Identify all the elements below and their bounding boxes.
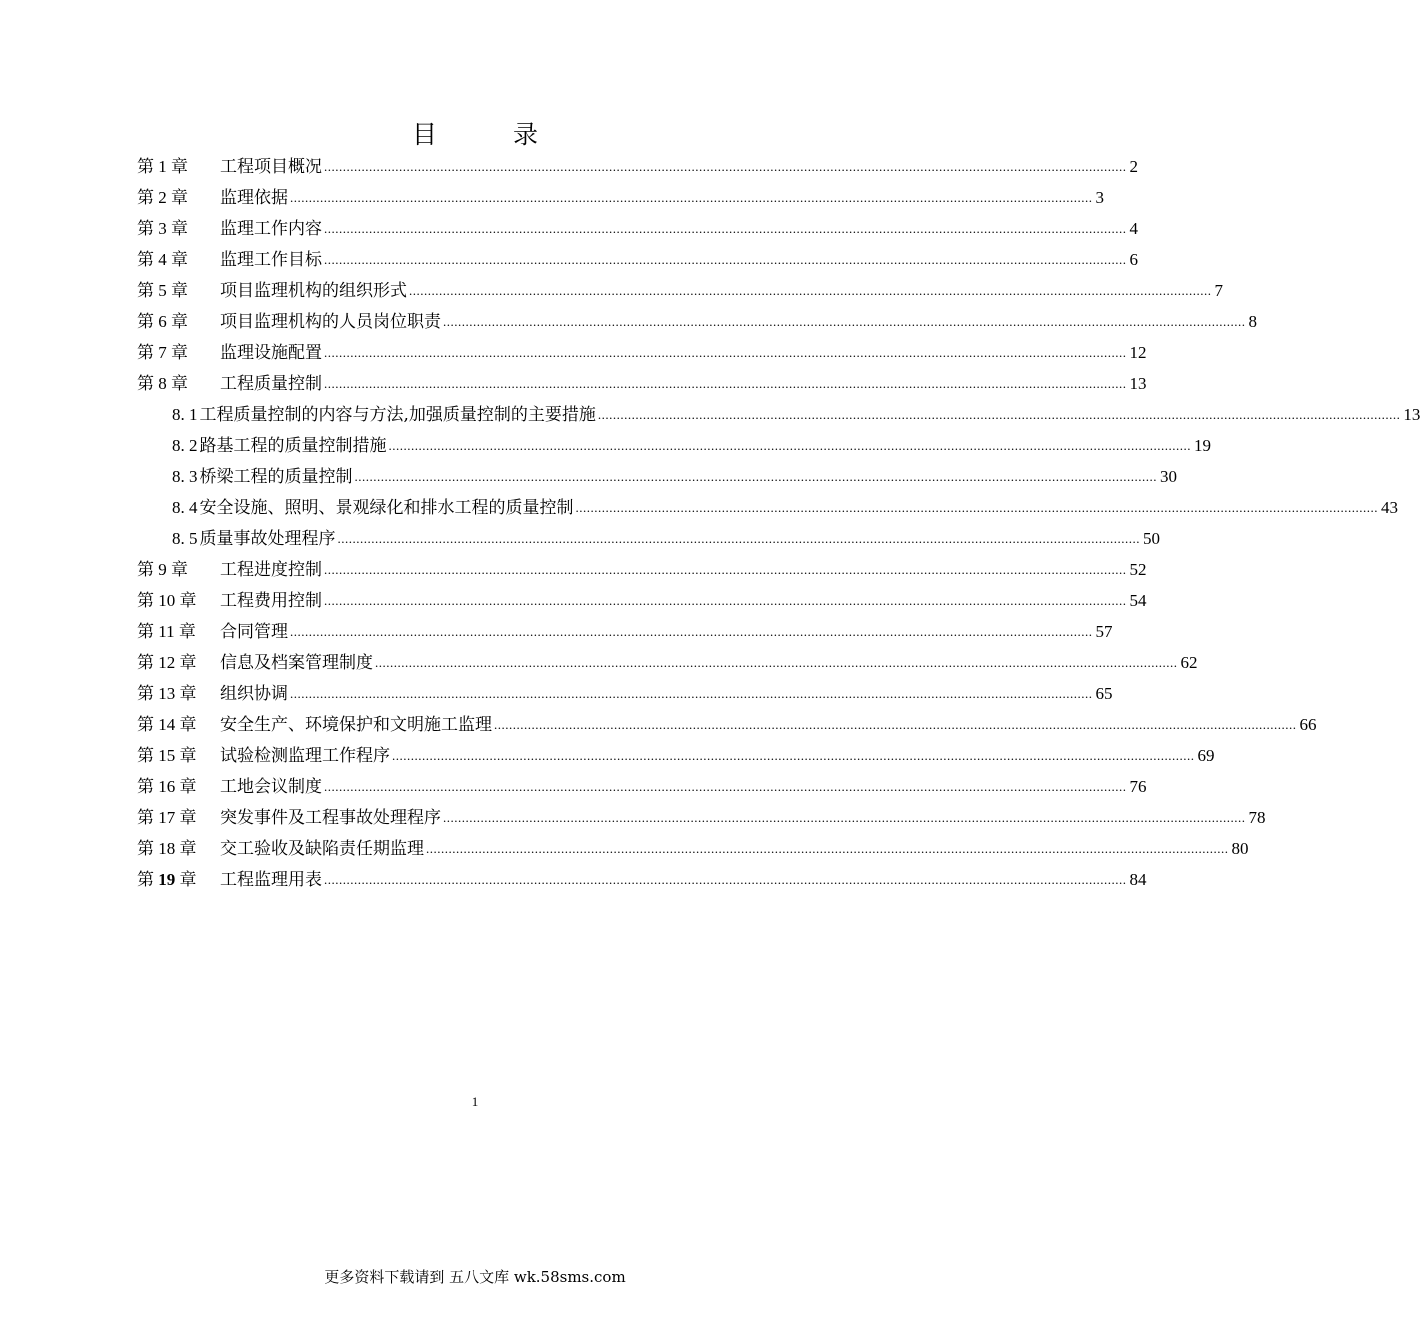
toc-entry-number: 第 16 章	[137, 777, 197, 796]
toc-entry-title: 项目监理机构的人员岗位职责	[220, 312, 441, 332]
toc-entry-number: 第 1 章	[137, 157, 188, 176]
toc-entry-chapter-17[interactable]	[137, 802, 1266, 833]
toc-entry-number-prefix: 第	[137, 870, 159, 889]
toc-entry-number: 8. 4	[172, 498, 198, 517]
toc-entry-number: 第 3 章	[137, 219, 188, 238]
toc-dot-leader	[355, 461, 1158, 492]
toc-dot-leader	[389, 430, 1192, 461]
toc-dot-leader	[443, 802, 1246, 833]
toc-entry-chapter-11[interactable]	[137, 616, 1113, 647]
toc-dot-leader	[338, 523, 1141, 554]
toc-entry-page: 13	[1129, 374, 1147, 393]
toc-dot-leader	[324, 213, 1127, 244]
toc-entry-chapter-3[interactable]	[137, 213, 1138, 244]
toc-entry-section-8-5[interactable]	[137, 523, 1160, 554]
toc-entry-number-bold: 19	[158, 870, 176, 889]
toc-entry-title: 安全生产、环境保护和文明施工监理	[220, 715, 492, 735]
toc-entry-title: 质量事故处理程序	[199, 529, 336, 549]
toc-entry-title: 工程费用控制	[220, 591, 322, 611]
toc-entry-chapter-19[interactable]	[137, 864, 1147, 895]
toc-entry-number: 第 8 章	[137, 374, 188, 393]
toc-dot-leader	[324, 771, 1127, 802]
toc-dot-leader	[324, 337, 1127, 368]
toc-entry-number: 第 4 章	[137, 250, 188, 269]
toc-entry-page: 76	[1129, 777, 1147, 796]
toc-dot-leader	[324, 368, 1127, 399]
toc-entry-number: 第 13 章	[137, 684, 197, 703]
toc-entry-page: 50	[1143, 529, 1160, 548]
toc-entry-chapter-16[interactable]	[137, 771, 1147, 802]
page-title: 目 录	[412, 120, 572, 149]
toc-dot-leader	[375, 647, 1178, 678]
toc-entry-chapter-14[interactable]	[137, 709, 1317, 740]
toc-entry-section-8-2[interactable]	[137, 430, 1211, 461]
toc-entry-page: 43	[1381, 498, 1398, 517]
toc-entry-page: 7	[1214, 281, 1223, 300]
toc-dot-leader	[426, 833, 1229, 864]
toc-entry-chapter-5[interactable]	[137, 275, 1223, 306]
toc-entry-title: 监理工作内容	[220, 219, 322, 239]
toc-entry-chapter-6[interactable]	[137, 306, 1257, 337]
toc-entry-title: 试验检测监理工作程序	[220, 746, 390, 766]
toc-entry-page: 52	[1129, 560, 1147, 579]
toc-entry-title: 工程质量控制的内容与方法,加强质量控制的主要措施	[199, 405, 596, 425]
toc-dot-leader	[392, 740, 1195, 771]
toc-entry-title: 组织协调	[220, 684, 288, 704]
toc-entry-page: 19	[1194, 436, 1211, 455]
toc-entry-title: 工程监理用表	[220, 870, 322, 890]
toc-entry-page: 54	[1129, 591, 1147, 610]
toc-entry-page: 57	[1095, 622, 1113, 641]
toc-dot-leader	[324, 554, 1127, 585]
toc-entry-number: 8. 5	[172, 529, 198, 548]
toc-entry-chapter-18[interactable]	[137, 833, 1249, 864]
footer-note: 更多资料下载请到 五八文库 wk.58sms.com	[324, 1268, 626, 1286]
toc-entry-title: 监理依据	[220, 188, 288, 208]
toc-dot-leader	[598, 399, 1401, 430]
toc-dot-leader	[324, 585, 1127, 616]
toc-entry-number: 第 18 章	[137, 839, 197, 858]
toc-entry-page: 62	[1180, 653, 1198, 672]
toc-entry-title: 工地会议制度	[220, 777, 322, 797]
toc-entry-page: 2	[1129, 157, 1138, 176]
toc-entry-number: 8. 1	[172, 405, 198, 424]
toc-entry-title: 信息及档案管理制度	[220, 653, 373, 673]
toc-entry-title: 路基工程的质量控制措施	[199, 436, 387, 456]
toc-entry-chapter-9[interactable]	[137, 554, 1147, 585]
toc-entry-chapter-10[interactable]	[137, 585, 1147, 616]
toc-entry-page: 66	[1299, 715, 1317, 734]
toc-dot-leader	[494, 709, 1297, 740]
toc-entry-page: 8	[1248, 312, 1257, 331]
toc-entry-section-8-1[interactable]	[137, 399, 1420, 430]
toc-entry-chapter-13[interactable]	[137, 678, 1113, 709]
toc-dot-leader	[443, 306, 1246, 337]
toc-entry-number: 第 15 章	[137, 746, 197, 765]
toc-dot-leader	[324, 151, 1127, 182]
toc-entry-title: 安全设施、照明、景观绿化和排水工程的质量控制	[199, 498, 574, 518]
toc-entry-number: 第 9 章	[137, 560, 188, 579]
page-number: 1	[471, 1094, 479, 1109]
toc-entry-number	[137, 864, 220, 895]
toc-dot-leader	[290, 616, 1093, 647]
toc-entry-page: 30	[1160, 467, 1177, 486]
toc-entry-chapter-1[interactable]	[137, 151, 1138, 182]
toc-entry-title: 桥梁工程的质量控制	[199, 467, 353, 487]
toc-entry-page: 4	[1129, 219, 1138, 238]
toc-entry-title: 突发事件及工程事故处理程序	[220, 808, 441, 828]
toc-entry-number: 8. 3	[172, 467, 198, 486]
toc-entry-title: 工程进度控制	[220, 560, 322, 580]
toc-entry-number-suffix: 章	[175, 870, 197, 889]
toc-entry-page: 6	[1129, 250, 1138, 269]
toc-entry-title: 项目监理机构的组织形式	[220, 281, 407, 301]
toc-entry-title: 合同管理	[220, 622, 288, 642]
toc-entry-title: 交工验收及缺陷责任期监理	[220, 839, 424, 859]
toc-entry-chapter-2[interactable]	[137, 182, 1104, 213]
toc-dot-leader	[324, 244, 1127, 275]
toc-entry-number: 第 11 章	[137, 622, 196, 641]
toc-entry-page: 78	[1248, 808, 1266, 827]
toc-entry-section-8-3[interactable]	[137, 461, 1177, 492]
toc-dot-leader	[409, 275, 1212, 306]
toc-entry-number: 8. 2	[172, 436, 198, 455]
toc-entry-section-8-4[interactable]	[137, 492, 1398, 523]
toc-entry-chapter-12[interactable]	[137, 647, 1198, 678]
toc-entry-title: 监理设施配置	[220, 343, 322, 363]
toc-entry-page: 12	[1129, 343, 1147, 362]
toc-entry-page: 3	[1095, 188, 1104, 207]
toc-dot-leader	[290, 182, 1093, 213]
toc-entry-number: 第 14 章	[137, 715, 197, 734]
toc-dot-leader	[324, 864, 1127, 895]
toc-entry-chapter-8[interactable]	[137, 368, 1147, 399]
toc-entry-number: 第 17 章	[137, 808, 197, 827]
toc-entry-chapter-15[interactable]	[137, 740, 1215, 771]
toc-entry-title: 工程项目概况	[220, 157, 322, 177]
toc-dot-leader	[290, 678, 1093, 709]
toc-entry-page: 69	[1197, 746, 1215, 765]
toc-entry-page: 13	[1403, 405, 1420, 424]
toc-entry-page: 84	[1129, 870, 1147, 889]
toc-entry-chapter-4[interactable]	[137, 244, 1138, 275]
toc-dot-leader	[576, 492, 1379, 523]
toc-entry-title: 监理工作目标	[220, 250, 322, 270]
toc-entry-number: 第 10 章	[137, 591, 197, 610]
toc-entry-number: 第 5 章	[137, 281, 188, 300]
toc-entry-title: 工程质量控制	[220, 374, 322, 394]
toc-entry-number: 第 2 章	[137, 188, 188, 207]
toc-entry-number: 第 12 章	[137, 653, 197, 672]
table-of-contents	[137, 151, 1420, 895]
toc-entry-page: 80	[1231, 839, 1249, 858]
toc-entry-page: 65	[1095, 684, 1113, 703]
toc-entry-number: 第 6 章	[137, 312, 188, 331]
toc-entry-number: 第 7 章	[137, 343, 188, 362]
toc-entry-chapter-7[interactable]	[137, 337, 1147, 368]
